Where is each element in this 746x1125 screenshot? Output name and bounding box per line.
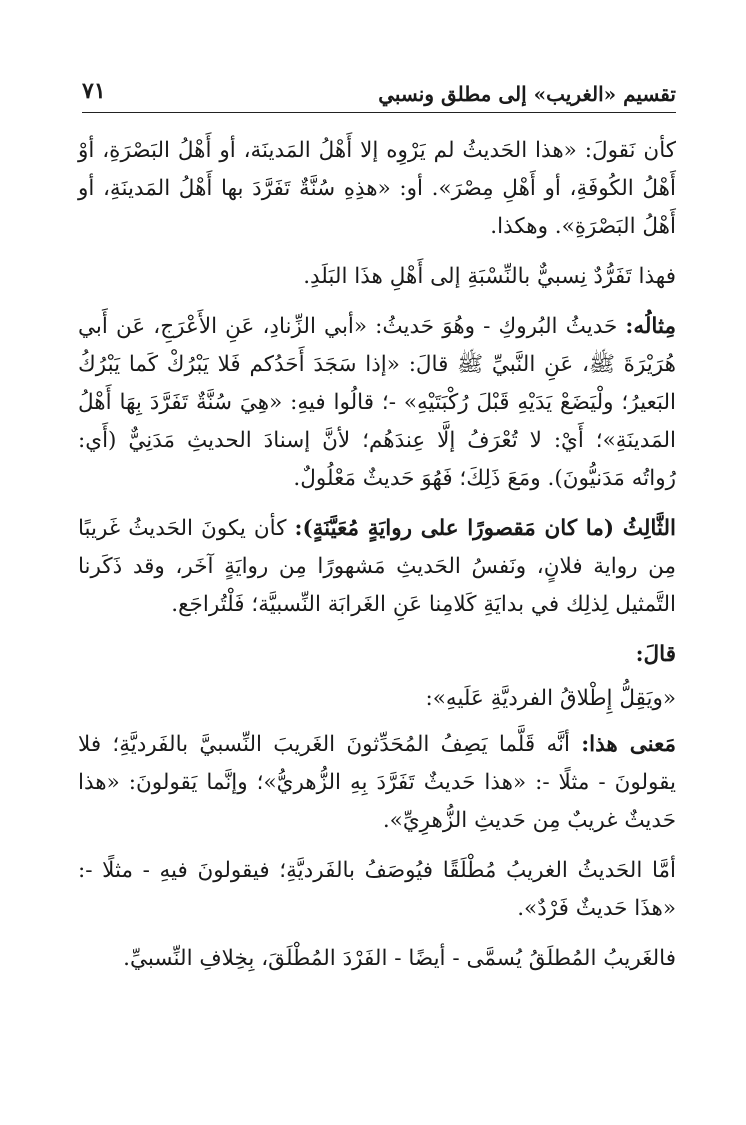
section-label [78, 636, 676, 674]
paragraph-lead: الثَّالِثُ (ما كان مَقصورًا على روايَةٍ مُعَيَّنَةٍ): [294, 516, 676, 541]
paragraph-text: أنَّه قَلَّما يَصِفُ المُحَدِّثونَ الغَريبَ النِّسبيَّ بالفَرديَّةِ؛ فلا يقولونَ - مثلًا -: «هذا حَديثٌ تَفَرَّدَ بِهِ الزُّهريُّ»؛ وإنَّما يَقولونَ: «هذا حَديثٌ غريبٌ مِن حَديثِ الزُّهرِيِّ». [78, 732, 676, 833]
paragraph-text: كأن نَقولَ: «هذا الحَديثُ لم يَرْوِه إلا أَهْلُ المَدينَة، أو أَهْلُ البَصْرَةِ، أوْ أَهْلُ الكُوفَةِ، أو أَهْلِ مِصْرَ». أو: «هذِهِ سُنَّةٌ تَفَرَّدَ بها أَهْلُ المَدينَةِ، أو أَهْلُ البَصْرَةِ». وهكذا. [78, 138, 676, 239]
paragraph [78, 852, 676, 928]
paragraph [78, 510, 676, 624]
paragraph [78, 132, 676, 246]
quoted-matn-text: «ويَقِلُّ إِطْلاقُ الفرديَّةِ عَلَيهِ»: [425, 686, 676, 711]
paragraph [78, 726, 676, 840]
paragraph [78, 940, 676, 978]
paragraph [78, 308, 676, 498]
paragraph-text: كأن يكونَ الحَديثُ غَريبًا مِن رواية فلانٍ، ونَفسُ الحَديثِ مَشهورًا مِن روايَةٍ آخَر، وقد ذَكَرنا التَّمثيل لِذلِك في بدايَةِ كَلامِنا عَنِ الغَرابَة النِّسبيَّة؛ فَلْتُراجَع. [78, 516, 676, 617]
paragraph-lead: مَعنى هذا: [581, 732, 676, 757]
paragraph-text: فالغَريبُ المُطلَقُ يُسمَّى - أيضًا - الفَرْدَ المُطْلَقَ، بِخِلافِ النِّسبيِّ. [123, 946, 676, 971]
paragraph-text: فهذا تَفَرُّدٌ نِسبيٌّ بالنِّسْبَةِ إلى أَهْلِ هذَا البَلَدِ. [303, 264, 676, 289]
running-title: تقسيم «الغريب» إلى مطلق ونسبي [378, 82, 676, 106]
page-header [82, 78, 676, 113]
quoted-matn [78, 680, 676, 718]
body-text [78, 132, 676, 990]
section-label-text: قالَ: [635, 642, 676, 667]
paragraph-text: حَديثُ البُروكِ - وهُوَ حَديثُ: «أبي الزِّنادِ، عَنِ الأَعْرَجِ، عَن أَبي هُرَيْرَةَ ﷺ، عَنِ النَّبيِّ ﷺ قالَ: «إذا سَجَدَ أَحَدُكم فَلا يَبْرُكْ كَما يَبْرُكُ البَعيرُ؛ ولْيَضَعْ يَدَيْهِ قَبْلَ رُكْبَتَيْهِ» -؛ قالُوا فيهِ: «هِيَ سُنَّةٌ تَفَرَّدَ بِهَا أَهْلُ المَدينَةِ»؛ أَيْ: لا تُعْرَفُ إلَّا عِندَهُم؛ لأنَّ إسنادَ الحديثِ مَدَنِيٌّ (أَي: رُواتُه مَدَنيُّونَ). ومَعَ ذَلِكَ؛ فَهُوَ حَديثٌ مَعْلُولٌ. [78, 314, 676, 491]
paragraph [78, 258, 676, 296]
paragraph-text: أمَّا الحَديثُ الغريبُ مُطْلَقًا فيُوصَفُ بالفَرديَّةِ؛ فيقولونَ فيهِ - مثلًا -: «هذَا حَديثٌ فَرْدٌ». [78, 858, 676, 921]
paragraph-lead: مِثالُه: [625, 314, 676, 339]
page-number: ٧١ [82, 78, 106, 104]
